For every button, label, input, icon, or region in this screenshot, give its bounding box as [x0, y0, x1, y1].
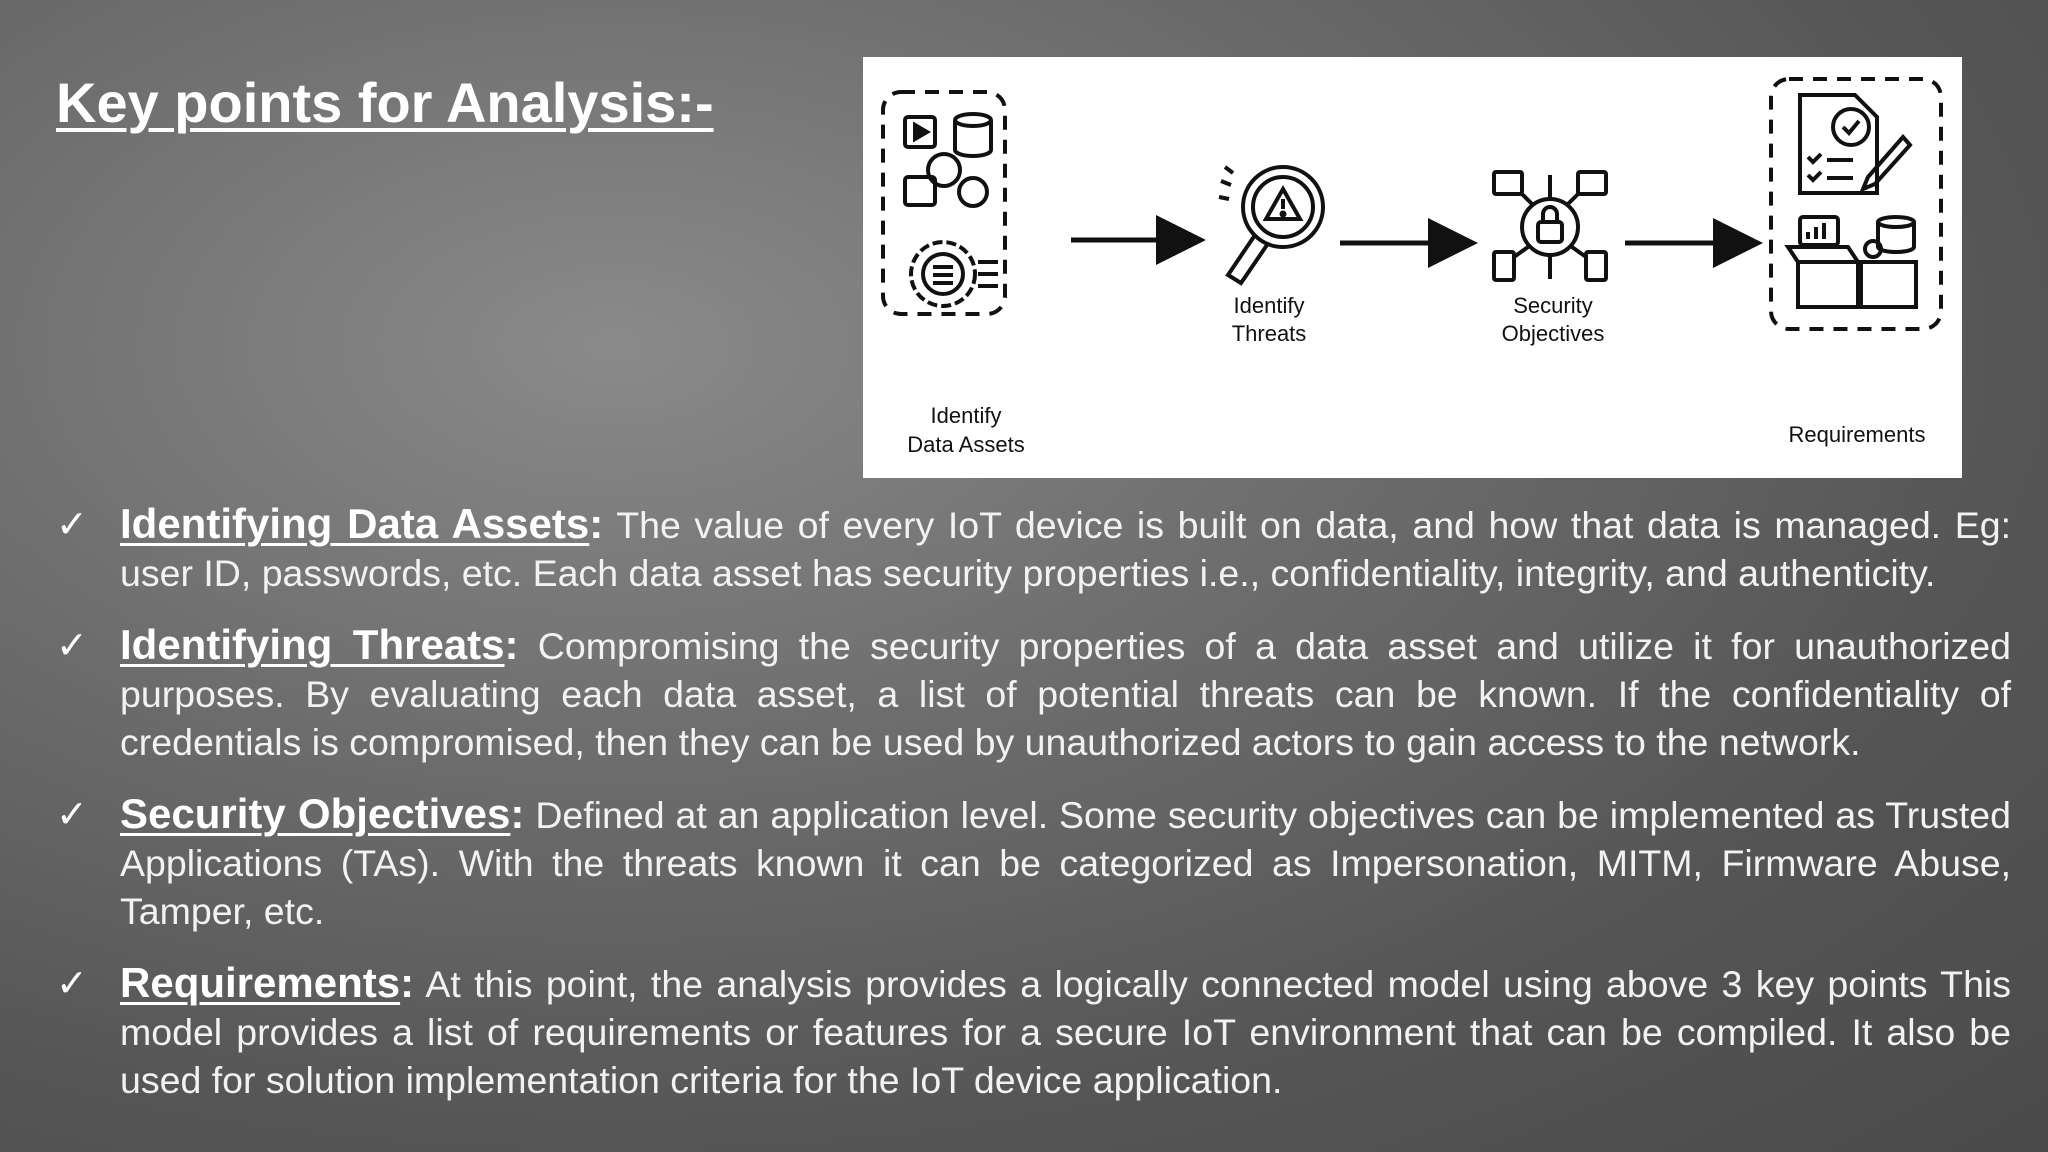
point-text: Compromising the security properties of a data asset and utilize it for unauthorized purposes. By evaluating each data asset, a list of potential threats can be known. If the confidentiality of credentials is compromised, then they can be used by unauthorized actors to gain access to the network. [120, 625, 2012, 763]
step-label-requirements: Requirements [1788, 422, 1926, 447]
requirements-checklist-icon [1771, 79, 1941, 329]
point-text: Defined at an application level. Some security objectives can be implemented as Trusted Applications (TAs). With the threats known it can be categorized as Impersonation, MITM, Firmware Abuse, Tamper, etc. [120, 794, 2011, 932]
point-term: Security Objectives [120, 790, 511, 837]
point-term: Identifying Threats [120, 621, 505, 668]
list-item-security-objectives [56, 790, 2011, 935]
slide-title: Key points for Analysis:- [56, 71, 714, 134]
step-label-data-assets-2: Data Assets [907, 432, 1025, 457]
point-term: Identifying Data Assets [120, 500, 590, 547]
checkmark-icon: ✓ [56, 792, 88, 836]
point-colon: : [510, 790, 525, 837]
point-text: The value of every IoT device is built on data, and how that data is managed. Eg: user ID, passwords, etc. Each data asset has security properties i.e., confidentiality, integrity, and authenticity. [120, 504, 2011, 594]
list-item-threats [56, 621, 2011, 766]
step-label-security-1: Security [1513, 293, 1593, 318]
security-lock-network-icon [1494, 172, 1606, 280]
point-colon: : [589, 500, 604, 547]
step-label-security-2: Objectives [1501, 321, 1605, 346]
point-text: At this point, the analysis provides a logically connected model using above 3 key points This model provides a list of requirements or features for a secure IoT environment that can be compiled. It also be used for solution implementation criteria for the IoT device application. [120, 963, 2012, 1101]
key-points-list [56, 500, 2011, 1128]
checkmark-icon: ✓ [56, 623, 88, 667]
step-label-threats-2: Threats [1231, 321, 1307, 346]
magnifier-warning-icon [1219, 167, 1323, 283]
step-label-data-assets-1: Identify [930, 403, 1002, 428]
list-item-requirements [56, 959, 2011, 1104]
checkmark-icon: ✓ [56, 502, 88, 546]
point-term: Requirements [120, 959, 401, 1006]
point-colon: : [400, 959, 415, 1006]
point-colon: : [504, 621, 519, 668]
list-item-data-assets [56, 500, 2011, 597]
step-label-threats-1: Identify [1233, 293, 1305, 318]
data-assets-icon [883, 92, 1005, 314]
checkmark-icon: ✓ [56, 961, 88, 1005]
analysis-flow-diagram [863, 57, 1962, 478]
